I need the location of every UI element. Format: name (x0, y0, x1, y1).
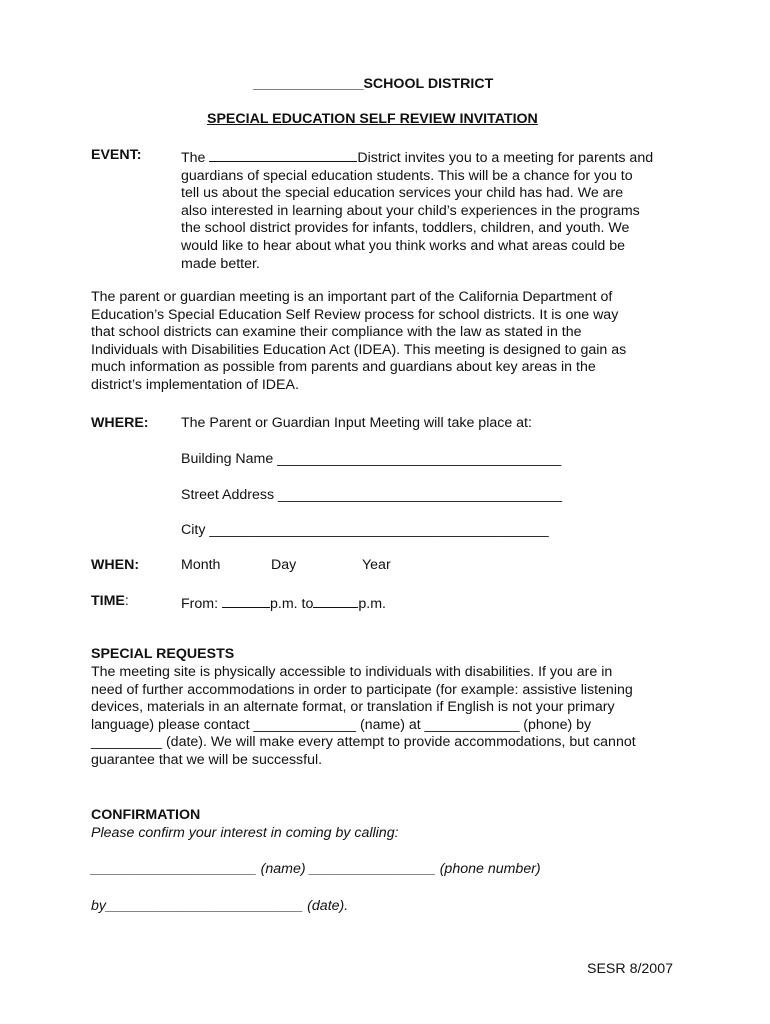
city-field[interactable]: City ___________________________________________ (181, 522, 549, 538)
confirmation-date-field[interactable]: by_________________________ (date). (91, 898, 349, 914)
when-day[interactable]: Day (271, 557, 297, 573)
intro-line-1: The parent or guardian meeting is an important part of the California Department of (91, 289, 613, 305)
where-text: The Parent or Guardian Input Meeting will take place at: (181, 415, 532, 431)
time-pm-label: p.m. (358, 596, 386, 612)
special-requests-line-4[interactable]: language) please contact _____________ (name) at ____________ (phone) by (91, 716, 592, 733)
where-label: WHERE: (91, 415, 149, 431)
intro-line-3: that school districts can examine their compliance with the law as stated in the (91, 324, 582, 341)
time-pm-to-label: p.m. to (269, 596, 314, 612)
event-line-5: the school district provides for infants, toddlers, children, and youth. We (181, 220, 630, 237)
time-from-label: From: (181, 596, 222, 612)
event-line-6: would like to hear about what you think works and what areas could be (181, 237, 626, 254)
event-line-1-end: District invites you to a meeting for parents and (357, 150, 654, 166)
time-label (91, 593, 129, 611)
confirmation-name-phone-field[interactable]: _____________________ (name) ________________ (phone number) (91, 861, 541, 877)
time-from-field[interactable] (222, 593, 270, 608)
intro-paragraph (91, 289, 626, 395)
when-label: WHEN: (91, 557, 140, 573)
event-text (181, 147, 653, 273)
special-requests-line-1: The meeting site is physically accessible to individuals with disabilities. If you are in (91, 664, 613, 680)
form-code: SESR 8/2007 (587, 961, 673, 977)
intro-line-6: district’s implementation of IDEA. (91, 376, 299, 393)
district-title: SCHOOL DISTRICT (363, 76, 494, 92)
time-label-colon: : (124, 593, 129, 609)
when-year[interactable]: Year (362, 557, 391, 573)
special-requests-line-5[interactable]: _________ (date). We will make every attempt to provide accommodations, but cannot (91, 734, 636, 751)
confirmation-instruction: Please confirm your interest in coming by calling: (91, 825, 399, 841)
special-requests-line-3: devices, materials in an alternate format, or translation if English is not your primary (91, 699, 615, 716)
district-name-blank[interactable]: ______________ (253, 76, 364, 92)
time-label-text: TIME (91, 593, 125, 609)
intro-line-5: much information as possible from parents and guardians about key areas in the (91, 359, 596, 376)
event-line-1 (181, 147, 653, 168)
time-fields (181, 593, 386, 614)
time-to-field[interactable] (313, 593, 358, 608)
special-requests-text (91, 664, 636, 770)
event-line-3: tell us about the special education services your child has had. We are (181, 185, 624, 202)
event-line-2: guardians of special education students. This will be a chance for you to (181, 167, 633, 184)
event-line-1-start: The (181, 150, 210, 166)
event-label: EVENT: (91, 147, 142, 163)
district-title-line (253, 76, 493, 94)
when-month[interactable]: Month (181, 557, 221, 573)
event-line-7: made better. (181, 255, 260, 272)
confirmation-heading: CONFIRMATION (91, 807, 201, 823)
intro-line-4: Individuals with Disabilities Education Act (IDEA). This meeting is designed to gain as (91, 341, 627, 358)
intro-line-2: Education’s Special Education Self Review process for school districts. It is one way (91, 306, 619, 323)
event-line-4: also interested in learning about your child’s experiences in the programs (181, 202, 640, 219)
special-requests-line-2: need of further accommodations in order to participate (for example: assistive listening (91, 681, 633, 698)
district-name-field[interactable] (209, 147, 357, 162)
document-title: SPECIAL EDUCATION SELF REVIEW INVITATION (207, 111, 538, 127)
street-address-field[interactable]: Street Address ____________________________________ (181, 487, 563, 503)
special-requests-heading: SPECIAL REQUESTS (91, 646, 235, 662)
special-requests-line-6: guarantee that we will be successful. (91, 751, 323, 768)
building-name-field[interactable]: Building Name ____________________________________ (181, 451, 562, 467)
